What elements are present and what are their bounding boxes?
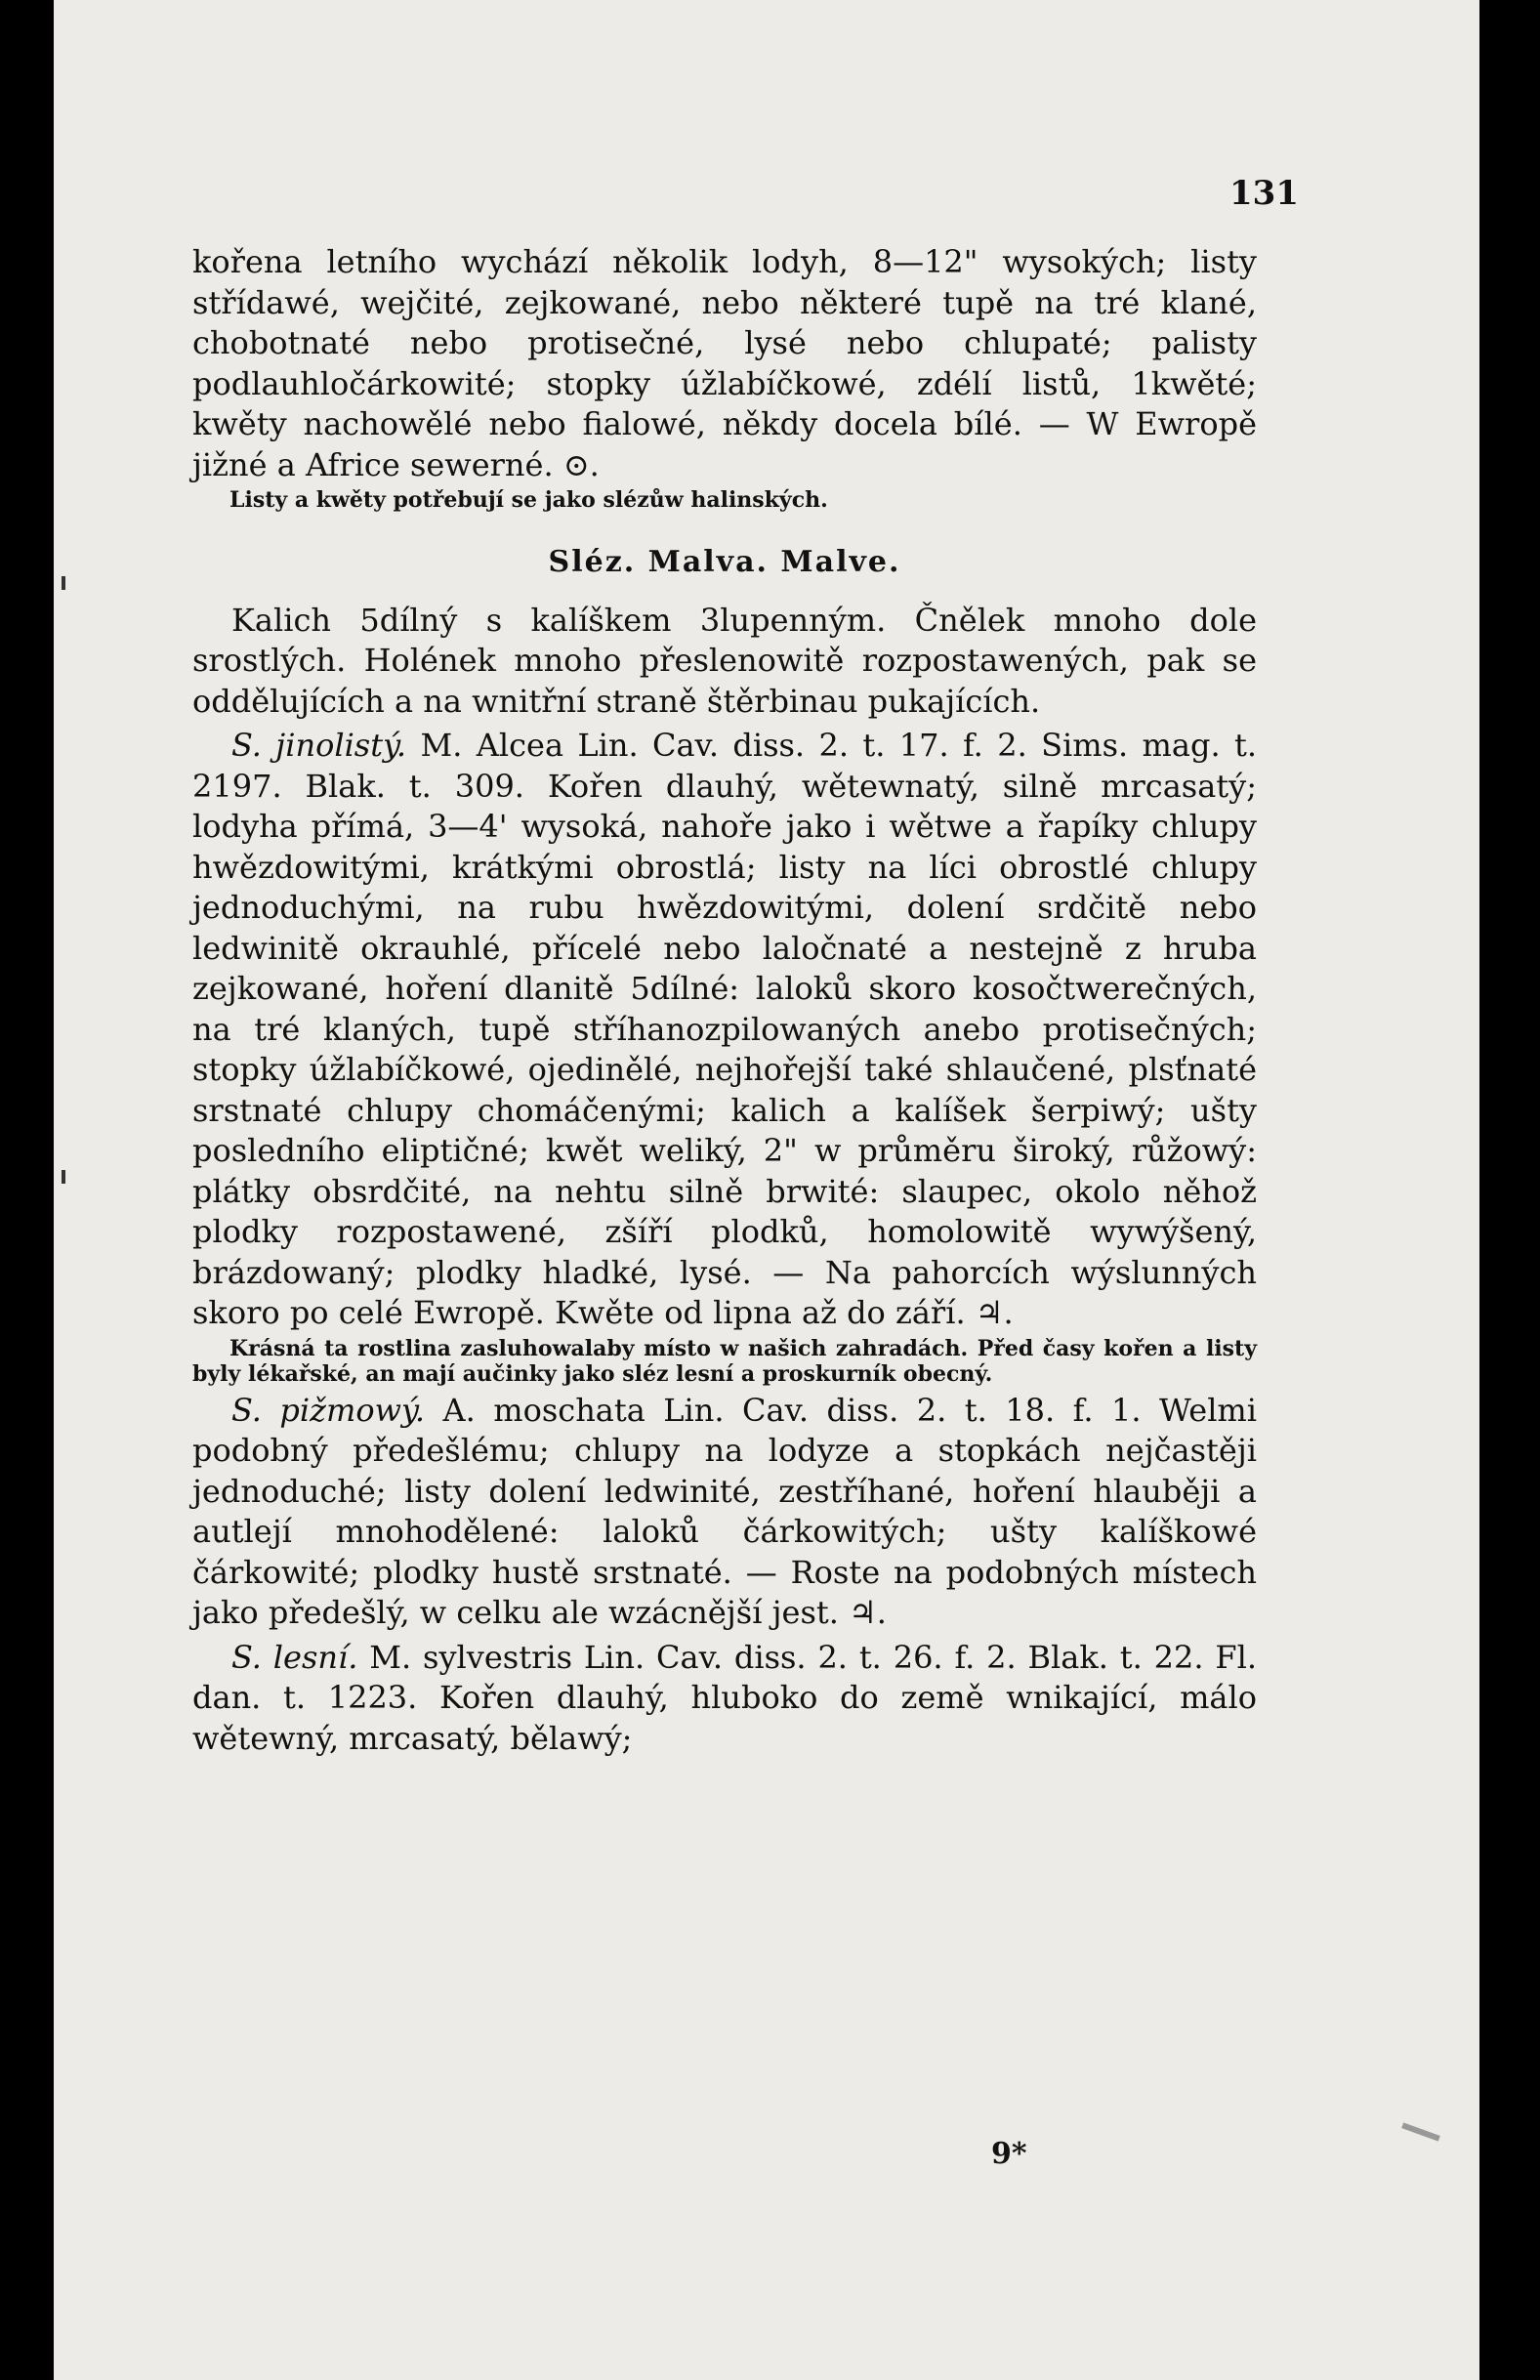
signature-mark: 9* <box>991 2137 1027 2171</box>
margin-mark <box>62 576 65 590</box>
paper-speck <box>1401 2122 1440 2141</box>
genus-heading: Sléz. Malva. Malve. <box>548 545 901 579</box>
species-name: S. lesní. <box>231 1638 358 1676</box>
species-name: S. jinolistý. <box>231 727 407 764</box>
book-page <box>54 0 1479 2380</box>
species-text: M. sylvestris Lin. Cav. diss. 2. t. 26. f. 2. Blak. t. 22. Fl. dan. t. 1223. Kořen dlauhý, hluboko do země wnikající, málo wětewný, mrcasatý, bělawý; <box>192 1638 1258 1757</box>
footnote-garden: Krásná ta rostlina zasluhowalaby místo w našich zahradách. Před časy kořen a listy byly lékařské, an mají aučinky jako sléz lesní a proskurník obecný. <box>192 1335 1257 1387</box>
species-text: A. moschata Lin. Cav. diss. 2. t. 18. f. 1. Welmi podobný předešlému; chlupy na lodyze a stopkách nejčastěji jednoduché; listy dolení ledwinité, zestříhané, hoření hlauběji a autlejí mnohodělené: laloků čárkowitých; ušty kalíškowé čárkowité; plodky hustě srstnaté. — Roste na podobných místech jako předešlý, w celku ale wzácnější jest. ♃. <box>192 1391 1258 1631</box>
page-number: 131 <box>1229 174 1299 213</box>
species-entry-alcea <box>192 726 1257 1334</box>
margin-mark <box>62 1170 65 1184</box>
species-text: M. Alcea Lin. Cav. diss. 2. t. 17. f. 2. Sims. mag. t. 2197. Blak. t. 309. Kořen dlauhý, wětewnatý, silně mrcasatý; lodyha přímá, 3—4' wysoká, nahoře jako i wětwe a řapíky chlupy hwězdowitými, krátkými obrostlá; listy na líci obrostlé chlupy jednoduchými, na rubu hwězdowitými, dolení srdčitě nebo ledwinitě okrauhlé, přícelé nebo laločnaté a nestejně z hruba zejkowané, hoření dlanitě 5dílné: laloků skoro kosočtwerečných, na tré klaných, tupě stříhanozpilowaných anebo protisečných; stopky úžlabíčkowé, ojedinělé, nejhořejší také shlaučené, plsťnaté srstnaté chlupy chomáčenými; kalich a kalíšek šerpiwý; ušty posledního eliptičné; kwět weliký, 2" w průměru široký, růžowý: plátky obsrdčité, na nehtu silně brwité: slaupec, okolo něhož plodky rozpostawené, zšíří plodků, homolowitě wywýšený, brázdowaný; plodky hladké, lysé. — Na pahorcích wýslunných skoro po celé Ewropě. Kwěte od lipna až do září. ♃. <box>192 727 1258 1331</box>
footnote-uses: Listy a kwěty potřebují se jako slézůw halinských. <box>229 487 828 513</box>
paragraph-continuation: kořena letního wychází několik lodyh, 8—12" wysokých; listy střídawé, wejčité, zejkowané, nebo některé tupě na tré klané, chobotnaté nebo protisečné, lysé nebo chlupaté; palisty podlauhločárkowité; stopky úžlabíčkowé, zdélí listů, 1kwěté; kwěty nachowělé nebo fialowé, někdy docela bílé. — W Ewropě jižné a Africe sewerné. ⊙. <box>192 243 1257 483</box>
species-entry-moschata <box>192 1391 1257 1634</box>
species-entry-sylvestris <box>192 1638 1257 1760</box>
genus-description: Kalich 5dílný s kalíškem 3lupenným. Čnělek mnoho dole srostlých. Holének mnoho přeslenowitě rozpostawených, pak se oddělujících a na wnitřní straně štěrbinau pukajících. <box>192 601 1257 720</box>
species-name: S. pižmowý. <box>231 1391 426 1429</box>
page-body <box>192 242 1257 1759</box>
